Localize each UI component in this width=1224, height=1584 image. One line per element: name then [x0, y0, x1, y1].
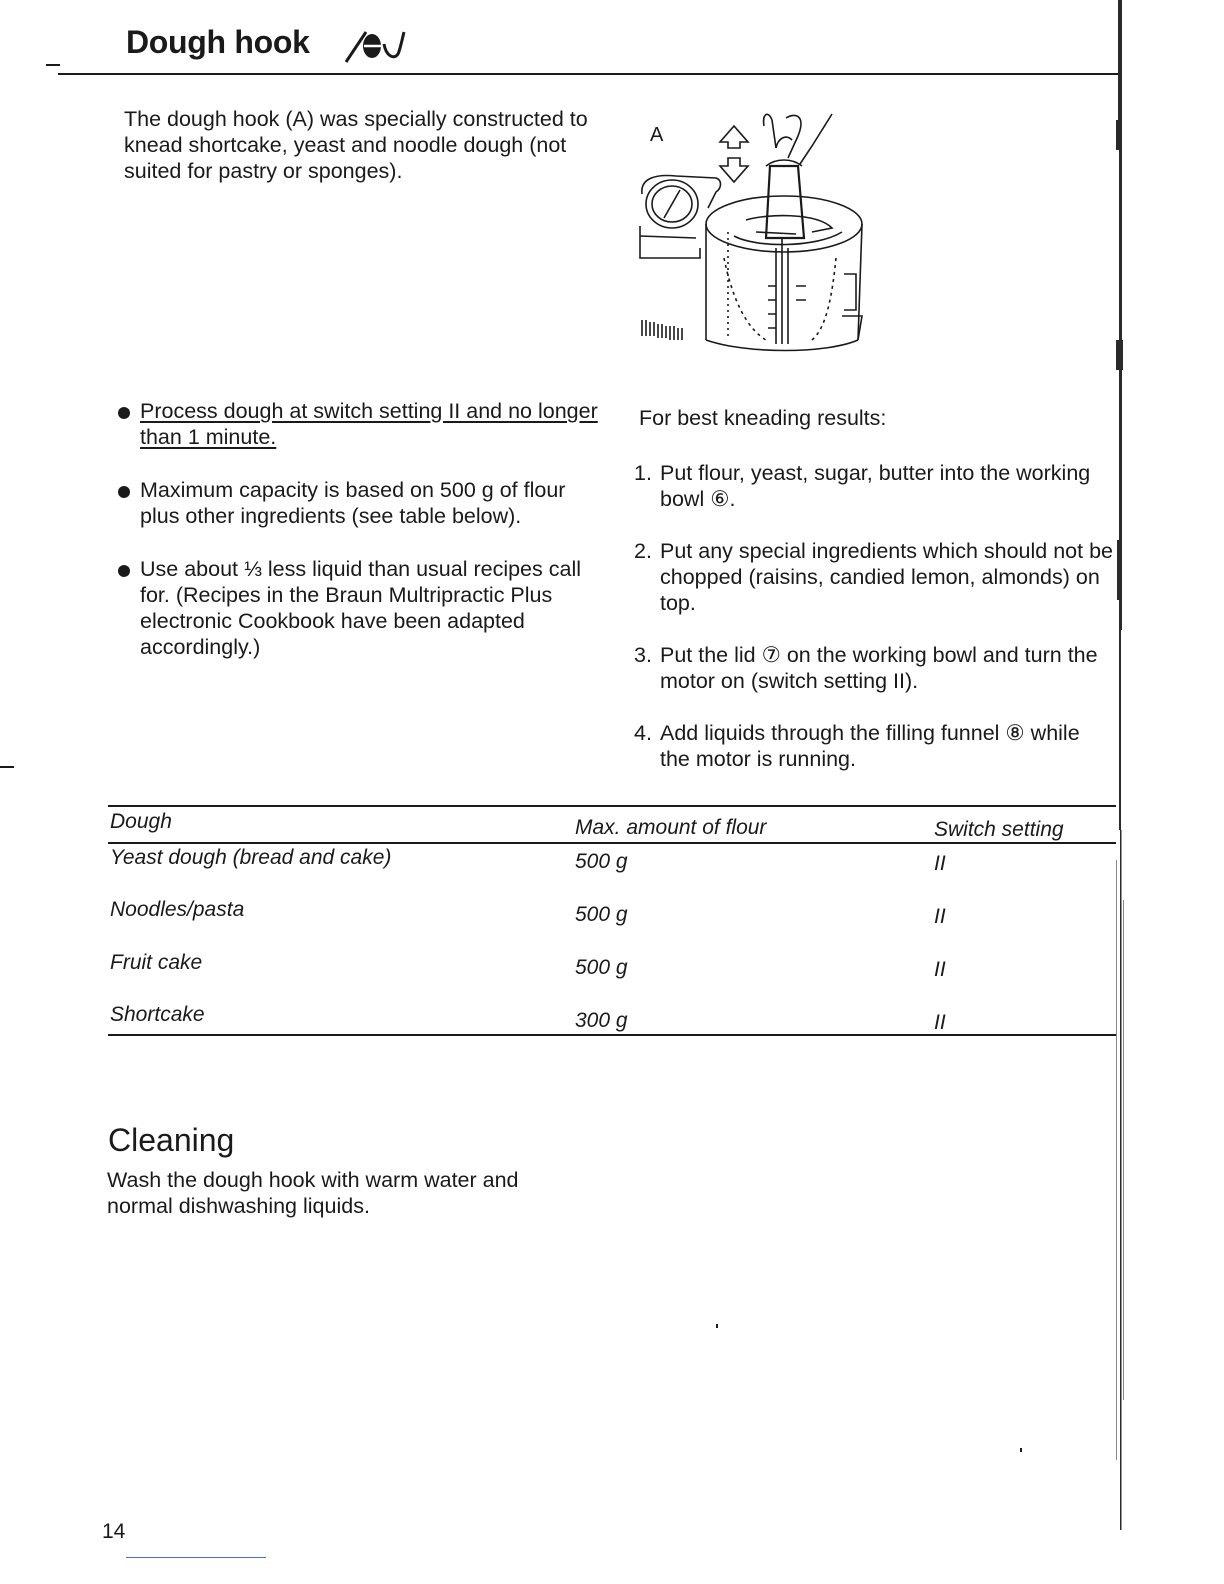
page-title: Dough hook [126, 24, 310, 60]
list-item: 1. Put flour, yeast, sugar, butter into the working bowl ⑥. [634, 461, 1091, 511]
header-rule [58, 73, 1122, 75]
cleaning-heading: Cleaning [108, 1122, 235, 1158]
bullet-list [116, 398, 606, 687]
figure-label: A [650, 124, 664, 146]
table-header-flour: Max. amount of flour [575, 816, 767, 839]
dough-hook-icon [342, 26, 414, 66]
table-header-switch: Switch setting [934, 818, 1064, 841]
table-header-dough: Dough [110, 810, 172, 833]
stray-dot [716, 1324, 718, 1328]
intro-paragraph: The dough hook (A) was specially constructed to knead shortcake, yeast and noodle dough (not suited for pastry or sponges). [124, 107, 588, 183]
list-item: 2. Put any special ingredients which should not be chopped (raisins, candied lemon, almonds) on top. [634, 539, 1113, 615]
steps-list [634, 460, 1114, 798]
food-processor-drawing [636, 108, 876, 358]
scan-edge-artifact [1108, 0, 1128, 1584]
dough-table: Dough Max. amount of flour Switch setting Yeast dough (bread and cake) 500 g II Noodles/pasta 500 g II Fruit cake 500 g II Shortcake 300 g II [108, 805, 1116, 1045]
header-dash [46, 64, 60, 66]
table-header-rule [108, 842, 1116, 844]
list-item: 4. Add liquids through the filling funnel ⑧ while the motor is running. [634, 721, 1080, 771]
table-top-rule [108, 805, 1116, 807]
bullet-item: Process dough at switch setting II and no longer than 1 minute. [116, 398, 606, 450]
cleaning-paragraph: Wash the dough hook with warm water and normal dishwashing liquids. [107, 1168, 519, 1218]
list-item: 3. Put the lid ⑦ on the working bowl and turn the motor on (switch setting II). [634, 643, 1098, 693]
stray-dot [1020, 1448, 1022, 1452]
best-results-heading: For best kneading results: [639, 406, 887, 430]
page-number: 14 [102, 1520, 126, 1543]
dough-hook-illustration [636, 108, 876, 358]
table-bottom-rule [108, 1034, 1116, 1036]
bullet-item: Use about ⅓ less liquid than usual recipes call for. (Recipes in the Braun Multripractic Plus electronic Cookbook have been adapted accordingly.) [116, 556, 606, 660]
bullet-item: Maximum capacity is based on 500 g of flour plus other ingredients (see table below). [116, 477, 606, 529]
margin-mark [0, 766, 14, 768]
footer-rule [126, 1557, 266, 1558]
